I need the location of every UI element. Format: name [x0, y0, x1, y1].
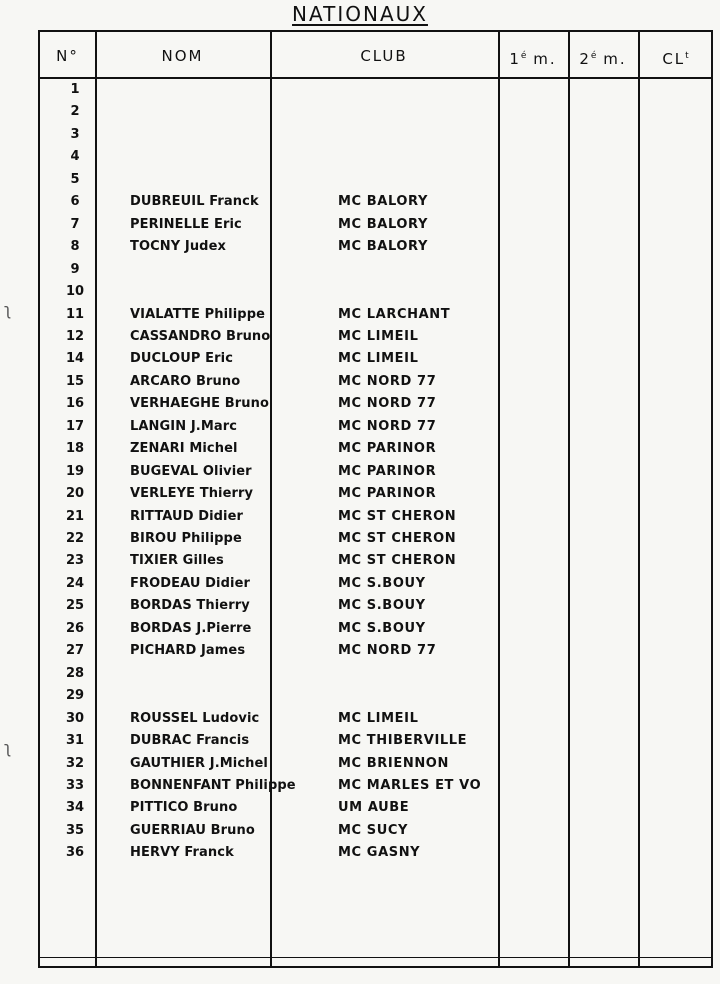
row-number: 20: [65, 486, 85, 502]
row-number: 4: [70, 149, 80, 165]
rider-name: BORDAS Thierry: [130, 598, 250, 614]
rider-name: PERINELLE Eric: [130, 216, 242, 232]
club-name: MC NORD 77: [338, 643, 437, 659]
table-row: [40, 169, 715, 192]
club-name: MC SUCY: [338, 822, 409, 838]
table-row: [40, 730, 715, 753]
row-number: 11: [65, 306, 85, 322]
table-row: [40, 753, 715, 776]
rider-name: GAUTHIER J.Michel: [130, 755, 268, 771]
club-name: MC THIBERVILLE: [338, 733, 468, 749]
table-row: [40, 236, 715, 259]
rider-name: VERLEYE Thierry: [130, 486, 254, 502]
club-name: MC LIMEIL: [338, 351, 419, 367]
row-number: 17: [65, 418, 85, 434]
table-row: [40, 214, 715, 237]
table-row: [40, 820, 715, 843]
table-row: [40, 640, 715, 663]
club-name: MC ST CHERON: [338, 508, 457, 524]
row-number: 34: [65, 800, 85, 816]
margin-mark: ʅ: [4, 300, 12, 319]
header-nom: NOM: [161, 47, 204, 65]
row-number: 26: [65, 620, 85, 636]
table-row: [40, 124, 715, 147]
header-ranking: [638, 40, 713, 72]
club-name: MC GASNY: [338, 845, 421, 861]
header-2nd-run-sup: é: [590, 51, 597, 61]
row-number: 32: [65, 755, 85, 771]
row-number: 16: [65, 396, 85, 412]
header-2nd-run-unit: m.: [596, 50, 627, 68]
rider-name: ARCARO Bruno: [130, 373, 241, 389]
row-number: 12: [65, 328, 85, 344]
table-row: [40, 618, 715, 641]
rider-name: GUERRIAU Bruno: [130, 822, 255, 838]
table-row: [40, 438, 715, 461]
header-ranking-sup: t: [685, 51, 689, 61]
rider-name: DUCLOUP Eric: [130, 351, 234, 367]
table-row: [40, 685, 715, 708]
row-number: 18: [65, 441, 85, 457]
rider-name: ZENARI Michel: [130, 441, 238, 457]
header-2nd-run: [568, 40, 638, 72]
header-1st-run-unit: m.: [526, 50, 557, 68]
rider-name: PICHARD James: [130, 643, 246, 659]
row-number: 35: [65, 822, 85, 838]
club-name: MC BALORY: [338, 216, 428, 232]
row-number: 9: [70, 261, 80, 277]
club-name: MC MARLES ET VO: [338, 777, 482, 793]
table-row: [40, 506, 715, 529]
table-row: [40, 393, 715, 416]
table-row: [40, 708, 715, 731]
table-row: [40, 550, 715, 573]
table-row: [40, 528, 715, 551]
table-row: [40, 483, 715, 506]
table-row: [40, 191, 715, 214]
header-2nd-run-num: 2: [579, 50, 591, 68]
rider-name: DUBREUIL Franck: [130, 194, 259, 210]
table-row: [40, 842, 715, 865]
row-number: 30: [65, 710, 85, 726]
margin-mark: ʅ: [4, 738, 12, 757]
row-number: 2: [70, 104, 80, 120]
table-row: [40, 101, 715, 124]
rider-name: BORDAS J.Pierre: [130, 620, 252, 636]
results-table: [38, 30, 713, 968]
rider-name: VERHAEGHE Bruno: [130, 396, 269, 412]
row-number: 8: [70, 239, 80, 255]
rider-name: LANGIN J.Marc: [130, 418, 238, 434]
row-number: 24: [65, 575, 85, 591]
club-name: MC ST CHERON: [338, 531, 457, 546]
rider-name: TIXIER Gilles: [130, 553, 224, 569]
table-row: [40, 461, 715, 484]
rider-name: PITTICO Bruno: [130, 800, 238, 816]
row-number: 19: [65, 463, 85, 479]
table-row: [40, 146, 715, 169]
row-number: 5: [70, 171, 80, 187]
table-row: [40, 79, 715, 102]
header-1st-run: [498, 40, 568, 72]
row-number: 14: [65, 351, 85, 367]
row-number: 10: [65, 284, 85, 300]
club-name: MC NORD 77: [338, 396, 437, 412]
club-name: MC S.BOUY: [338, 575, 426, 591]
club-name: MC NORD 77: [338, 418, 437, 434]
club-name: MC NORD 77: [338, 373, 437, 389]
rider-name: BONNENFANT Philippe: [130, 777, 296, 793]
club-name: MC BRIENNON: [338, 755, 449, 771]
row-number: 15: [65, 373, 85, 389]
club-name: UM AUBE: [338, 800, 410, 816]
club-name: MC LARCHANT: [338, 306, 451, 322]
row-number: 25: [65, 598, 85, 614]
table-row: [40, 281, 715, 304]
club-name: MC S.BOUY: [338, 598, 426, 614]
row-number: 31: [65, 733, 85, 749]
row-number: 33: [65, 777, 85, 793]
row-number: 3: [70, 126, 80, 142]
table-row: [40, 775, 715, 798]
row-number: 23: [65, 553, 85, 569]
table-row: [40, 304, 715, 327]
page-title: [0, 0, 720, 28]
table-row: [40, 259, 715, 282]
club-name: MC LIMEIL: [338, 328, 419, 344]
table-row: [40, 371, 715, 394]
club-name: MC PARINOR: [338, 463, 437, 479]
table-row: [40, 595, 715, 618]
rider-name: BIROU Philippe: [130, 531, 242, 546]
row-number: 27: [65, 643, 85, 659]
club-name: MC PARINOR: [338, 486, 437, 502]
table-row: [40, 573, 715, 596]
row-number: 29: [65, 688, 85, 704]
table-row: [40, 348, 715, 371]
rider-name: DUBRAC Francis: [130, 733, 250, 749]
row-number: 21: [65, 508, 85, 524]
header-1st-run-sup: é: [520, 51, 527, 61]
page-title-text: NATIONAUX: [292, 2, 428, 26]
row-number: 28: [65, 665, 85, 681]
rider-name: TOCNY Judex: [130, 239, 226, 255]
footer-divider: [40, 957, 711, 958]
row-number: 1: [70, 82, 80, 97]
row-number: 6: [70, 194, 80, 210]
header-club: CLUB: [360, 47, 408, 65]
rider-name: CASSANDRO Bruno: [130, 328, 271, 344]
rider-name: ROUSSEL Ludovic: [130, 710, 260, 726]
rider-name: BUGEVAL Olivier: [130, 463, 252, 479]
row-number: 22: [65, 531, 85, 546]
rider-name: VIALATTE Philippe: [130, 306, 266, 322]
row-number: 7: [70, 216, 80, 232]
row-number: 36: [65, 845, 85, 861]
club-name: MC ST CHERON: [338, 553, 457, 569]
table-row: [40, 797, 715, 820]
club-name: MC BALORY: [338, 239, 428, 255]
table-row: [40, 326, 715, 349]
header-1st-run-num: 1: [509, 50, 521, 68]
club-name: MC PARINOR: [338, 441, 437, 457]
club-name: MC BALORY: [338, 194, 428, 210]
rider-name: HERVY Franck: [130, 845, 234, 861]
rider-name: RITTAUD Didier: [130, 508, 244, 524]
table-row: [40, 663, 715, 686]
table-row: [40, 416, 715, 439]
club-name: MC LIMEIL: [338, 710, 419, 726]
club-name: MC S.BOUY: [338, 620, 426, 636]
rider-name: FRODEAU Didier: [130, 575, 250, 591]
header-num: N°: [56, 47, 79, 65]
header-ranking-text: CL: [662, 50, 686, 68]
